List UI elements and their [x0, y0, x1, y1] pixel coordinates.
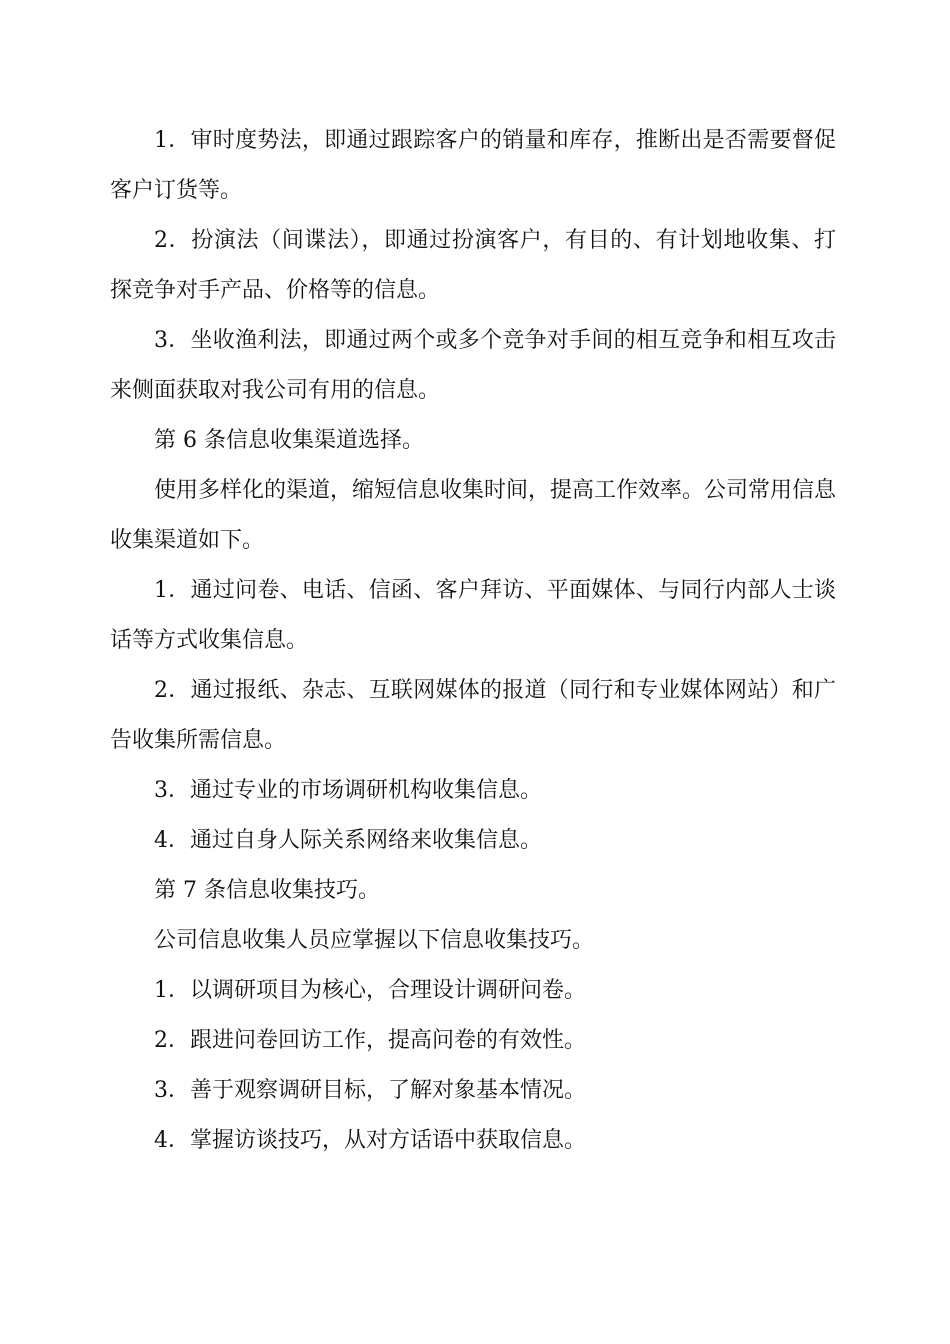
article-7-heading: 第 7 条信息收集技巧。 — [154, 878, 380, 903]
skill-item-3: 3．善于观察调研目标，了解对象基本情况。 — [154, 1078, 586, 1103]
method-item-1: 1．审时度势法，即通过跟踪客户的销量和库存，推断出是否需要督促客户订货等。 — [110, 128, 836, 203]
article-7-intro: 公司信息收集人员应掌握以下信息收集技巧。 — [154, 928, 595, 953]
channel-item-4: 4．通过自身人际关系网络来收集信息。 — [154, 828, 542, 853]
channel-item-1: 1．通过问卷、电话、信函、客户拜访、平面媒体、与同行内部人士谈话等方式收集信息。 — [110, 578, 836, 653]
article-6-intro: 使用多样化的渠道，缩短信息收集时间，提高工作效率。公司常用信息收集渠道如下。 — [110, 478, 837, 553]
article-6-heading: 第 6 条信息收集渠道选择。 — [154, 428, 424, 453]
document-body — [110, 116, 836, 1166]
skill-item-4: 4．掌握访谈技巧，从对方话语中获取信息。 — [154, 1128, 586, 1153]
method-item-3: 3．坐收渔利法，即通过两个或多个竞争对手间的相互竞争和相互攻击来侧面获取对我公司有用的信息。 — [110, 328, 836, 403]
channel-item-3: 3．通过专业的市场调研机构收集信息。 — [154, 778, 542, 803]
skill-item-2: 2．跟进问卷回访工作，提高问卷的有效性。 — [154, 1028, 586, 1053]
method-item-2: 2．扮演法（间谍法），即通过扮演客户，有目的、有计划地收集、打探竞争对手产品、价格等的信息。 — [110, 228, 836, 303]
skill-item-1: 1．以调研项目为核心，合理设计调研问卷。 — [154, 978, 586, 1003]
channel-item-2: 2．通过报纸、杂志、互联网媒体的报道（同行和专业媒体网站）和广告收集所需信息。 — [110, 678, 836, 753]
